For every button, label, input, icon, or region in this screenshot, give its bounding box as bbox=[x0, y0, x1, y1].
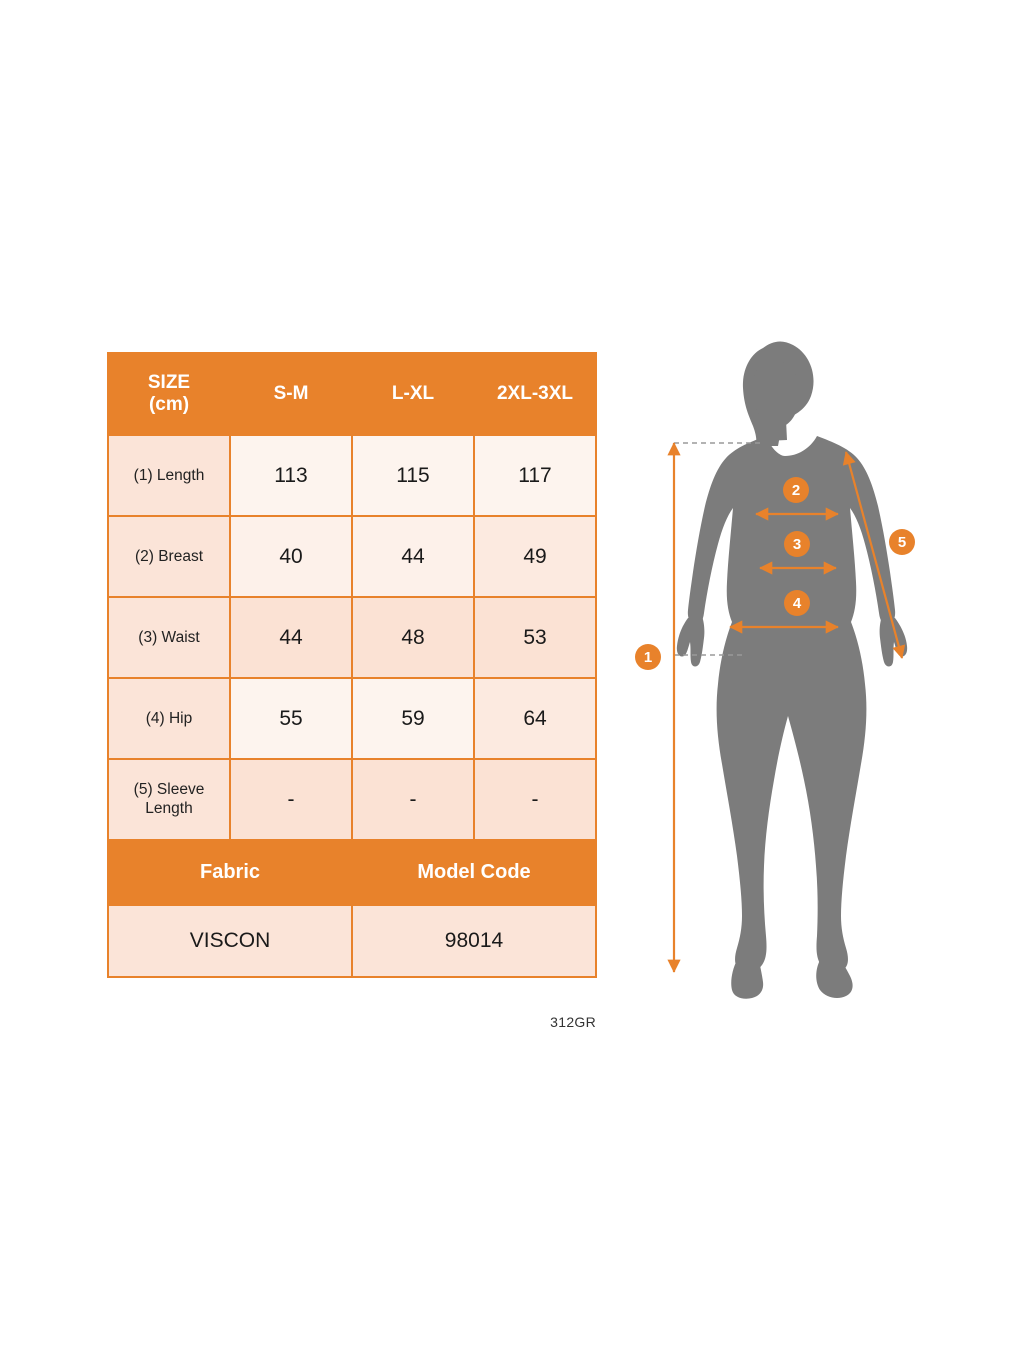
cell-breast-lxl: 44 bbox=[352, 516, 474, 597]
table-row bbox=[108, 435, 596, 516]
row-label-hip: (4) Hip bbox=[108, 678, 230, 759]
header-size-cell bbox=[108, 353, 230, 435]
row-label-breast: (2) Breast bbox=[108, 516, 230, 597]
cell-waist-2xl3xl: 53 bbox=[474, 597, 596, 678]
row-label-waist: (3) Waist bbox=[108, 597, 230, 678]
measurement-figure-panel bbox=[630, 310, 970, 1030]
cell-hip-2xl3xl: 64 bbox=[474, 678, 596, 759]
cell-sleeve-sm: - bbox=[230, 759, 352, 840]
marker-badge-4 bbox=[784, 590, 810, 616]
table-header-row bbox=[108, 353, 596, 435]
header-fabric: Fabric bbox=[108, 840, 352, 905]
cell-sleeve-lxl: - bbox=[352, 759, 474, 840]
cell-breast-2xl3xl: 49 bbox=[474, 516, 596, 597]
cell-fabric-value: VISCON bbox=[108, 905, 352, 977]
marker-label-5: 5 bbox=[897, 534, 907, 551]
cell-hip-lxl: 59 bbox=[352, 678, 474, 759]
product-code-note: 312GR bbox=[550, 1014, 596, 1030]
cell-model-code-value: 98014 bbox=[352, 905, 596, 977]
cell-sleeve-2xl3xl: - bbox=[474, 759, 596, 840]
table-row bbox=[108, 516, 596, 597]
row-label-sleeve-length bbox=[108, 759, 230, 840]
header-size-line2: (cm) bbox=[148, 394, 190, 415]
header-model-code: Model Code bbox=[352, 840, 596, 905]
size-table bbox=[107, 352, 597, 978]
header-col-sm: S-M bbox=[230, 353, 352, 435]
row-label-length: (1) Length bbox=[108, 435, 230, 516]
header-col-2xl3xl: 2XL-3XL bbox=[474, 353, 596, 435]
cell-waist-sm: 44 bbox=[230, 597, 352, 678]
marker-label-4: 4 bbox=[792, 595, 802, 612]
fabric-value-row bbox=[108, 905, 596, 977]
cell-hip-sm: 55 bbox=[230, 678, 352, 759]
marker-label-1: 1 bbox=[643, 649, 653, 666]
cell-length-2xl3xl: 117 bbox=[474, 435, 596, 516]
marker-badge-1 bbox=[635, 644, 661, 670]
marker-badge-3 bbox=[784, 531, 810, 557]
table-row bbox=[108, 597, 596, 678]
table-row bbox=[108, 759, 596, 840]
cell-length-lxl: 115 bbox=[352, 435, 474, 516]
arrow-sleeve-5 bbox=[846, 452, 902, 658]
table-row bbox=[108, 678, 596, 759]
cell-length-sm: 113 bbox=[230, 435, 352, 516]
cell-breast-sm: 40 bbox=[230, 516, 352, 597]
marker-badge-5 bbox=[889, 529, 915, 555]
marker-label-3: 3 bbox=[792, 536, 802, 553]
row-label-sleeve-line1: (5) Sleeve bbox=[133, 780, 205, 798]
row-label-sleeve-line2: Length bbox=[145, 799, 193, 817]
marker-label-2: 2 bbox=[791, 482, 801, 499]
female-silhouette-icon bbox=[677, 341, 907, 998]
cell-waist-lxl: 48 bbox=[352, 597, 474, 678]
header-size-line1: SIZE bbox=[147, 372, 191, 394]
marker-badge-2 bbox=[783, 477, 809, 503]
size-chart bbox=[107, 352, 597, 978]
fabric-header-row bbox=[108, 840, 596, 905]
header-col-lxl: L-XL bbox=[352, 353, 474, 435]
